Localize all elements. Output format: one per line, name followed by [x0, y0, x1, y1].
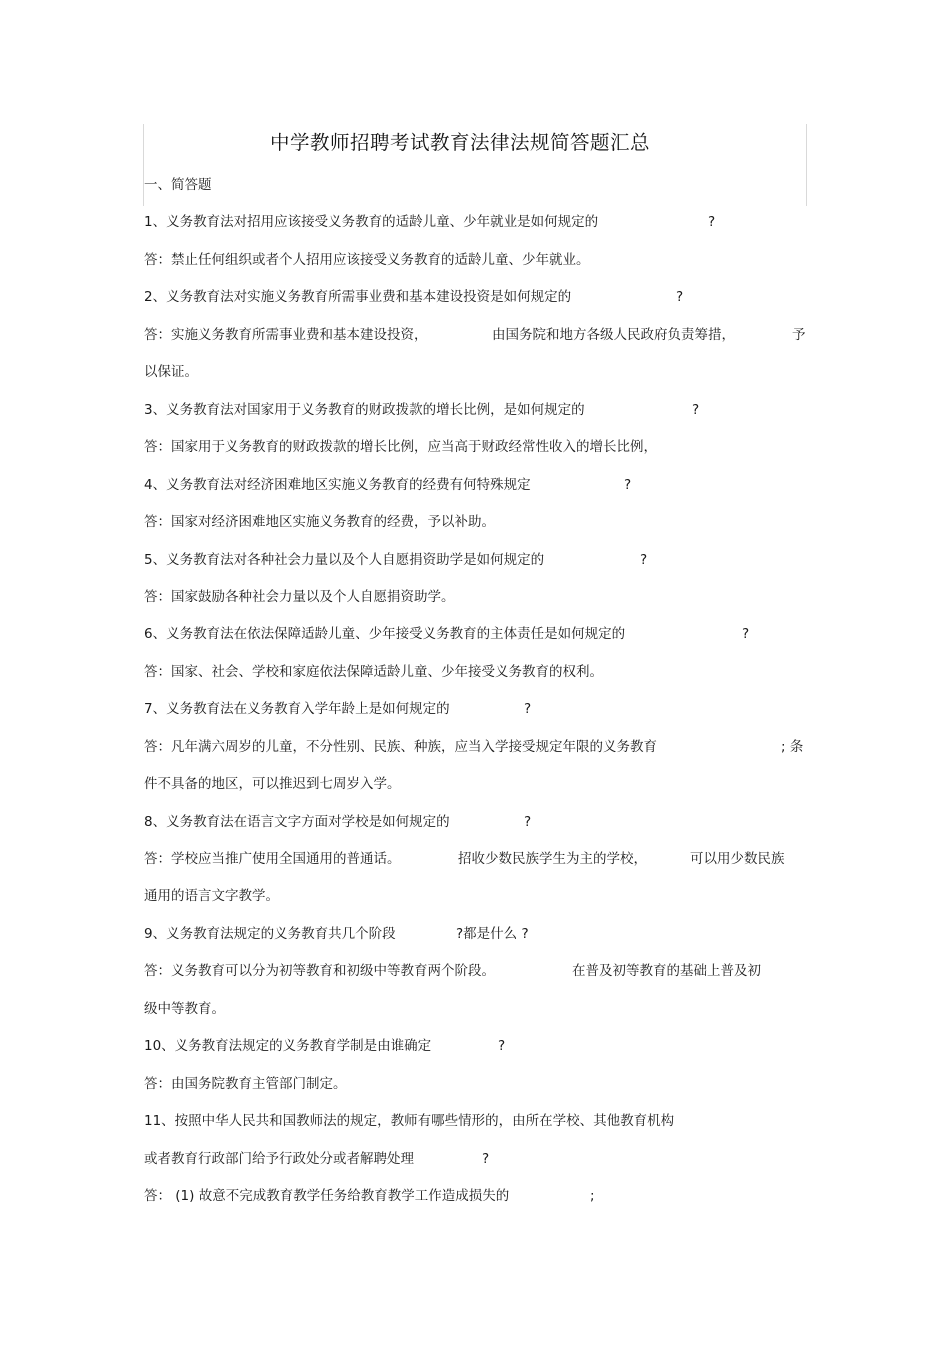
question-mark: ? [482, 1151, 490, 1167]
answer-text: 答：国家对经济困难地区实施义务教育的经费，予以补助。 [144, 514, 495, 530]
question-text: 4、义务教育法对经济困难地区实施义务教育的经费有何特殊规定 [144, 477, 531, 493]
question-mark: ? [524, 701, 532, 717]
answer-text: 答：实施义务教育所需事业费和基本建设投资， [144, 327, 428, 343]
answer-text: ; [590, 1188, 595, 1204]
document-title: 中学教师招聘考试教育法律法规简答题汇总 [269, 131, 650, 154]
question-text: 3、义务教育法对国家用于义务教育的财政拨款的增长比例，是如何规定的 [144, 402, 585, 418]
question-text: 10、义务教育法规定的义务教育学制是由谁确定 [144, 1038, 432, 1054]
question-mark: ? [498, 1038, 506, 1054]
question-mark: ? [640, 552, 648, 568]
answer-text: 答：学校应当推广使用全国通用的普通话。 [144, 851, 401, 867]
answer-text: 答： (1) 故意不完成教育教学任务给教育教学工作造成损失的 [144, 1188, 510, 1204]
answer-text: 招收少数民族学生为主的学校， [458, 851, 647, 867]
question-text: 或者教育行政部门给予行政处分或者解聘处理 [144, 1151, 414, 1167]
question-mark: ? [708, 214, 716, 230]
answer-text: 答：国家鼓励各种社会力量以及个人自愿捐资助学。 [144, 589, 455, 605]
answer-text: 答：国家用于义务教育的财政拨款的增长比例，应当高于财政经常性收入的增长比例， [144, 439, 657, 455]
answer-text: 答：凡年满六周岁的儿童，不分性别、民族、种族，应当入学接受规定年限的义务教育 [144, 739, 657, 755]
answer-text: 由国务院和地方各级人民政府负责筹措， [492, 327, 735, 343]
answer-text: 以保证。 [144, 364, 198, 380]
question-text: 1、义务教育法对招用应该接受义务教育的适龄儿童、少年就业是如何规定的 [144, 214, 599, 230]
question-text: ?都是什么 ? [456, 926, 529, 942]
question-mark: ? [692, 402, 700, 418]
question-mark: ? [524, 814, 532, 830]
question-text: 6、义务教育法在依法保障适龄儿童、少年接受义务教育的主体责任是如何规定的 [144, 626, 626, 642]
answer-text: 答：义务教育可以分为初等教育和初级中等教育两个阶段。 [144, 963, 495, 979]
question-text: 11、按照中华人民共和国教师法的规定，教师有哪些情形的，由所在学校、其他教育机构 [144, 1113, 675, 1129]
question-text: 2、义务教育法对实施义务教育所需事业费和基本建设投资是如何规定的 [144, 289, 572, 305]
answer-text: 可以用少数民族 [690, 851, 785, 867]
answer-text: 件不具备的地区，可以推迟到七周岁入学。 [144, 776, 401, 792]
question-text: 5、义务教育法对各种社会力量以及个人自愿捐资助学是如何规定的 [144, 552, 545, 568]
question-text: 9、义务教育法规定的义务教育共几个阶段 [144, 926, 396, 942]
question-mark: ? [742, 626, 750, 642]
question-mark: ? [676, 289, 684, 305]
answer-text: 级中等教育。 [144, 1001, 225, 1017]
answer-text: ; 条 [781, 739, 804, 755]
answer-text: 在普及初等教育的基础上普及初 [572, 963, 761, 979]
answer-text: 予 [792, 327, 806, 343]
answer-text: 答：由国务院教育主管部门制定。 [144, 1076, 347, 1092]
answer-text: 通用的语言文字教学。 [144, 888, 279, 904]
answer-text: 答：国家、社会、学校和家庭依法保障适龄儿童、少年接受义务教育的权利。 [144, 664, 603, 680]
question-text: 7、义务教育法在义务教育入学年龄上是如何规定的 [144, 701, 450, 717]
question-text: 8、义务教育法在语言文字方面对学校是如何规定的 [144, 814, 450, 830]
answer-text: 答：禁止任何组织或者个人招用应该接受义务教育的适龄儿童、少年就业。 [144, 252, 590, 268]
question-mark: ? [624, 477, 632, 493]
section-heading: 一、简答题 [144, 177, 212, 193]
